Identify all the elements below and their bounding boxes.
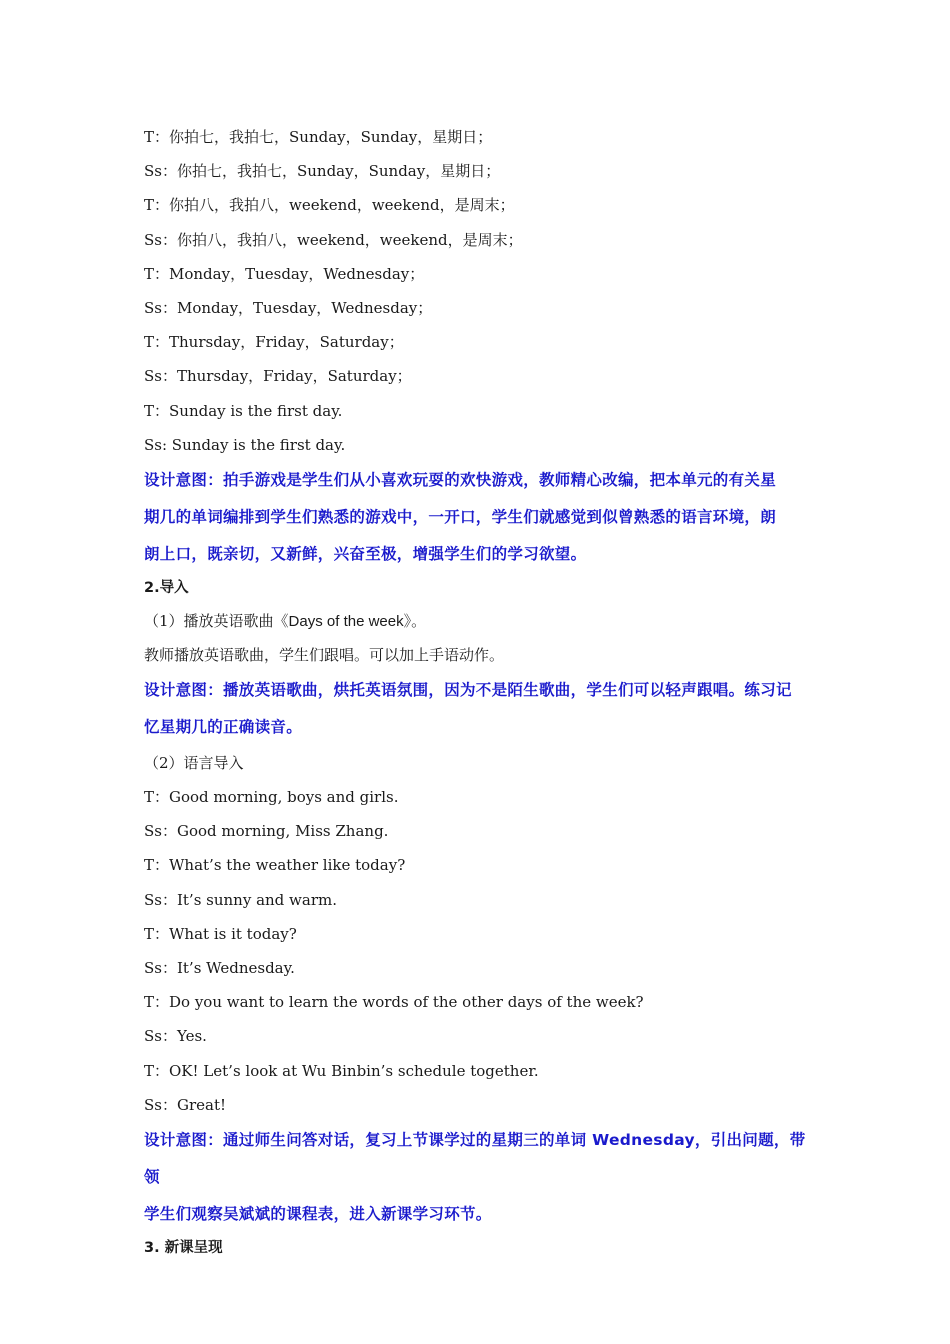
dialogue-line: Ss：Yes. bbox=[144, 1027, 207, 1046]
dialogue-line: Ss：Good morning, Miss Zhang. bbox=[144, 822, 389, 841]
design-intent-line: 设计意图：播放英语歌曲，烘托英语氛围，因为不是陌生歌曲，学生们可以轻声跟唱。练习记 bbox=[144, 681, 792, 700]
body-text: 教师播放英语歌曲，学生们跟唱。可以加上手语动作。 bbox=[144, 645, 505, 664]
section-heading-new-lesson: 3. 新课呈现 bbox=[144, 1239, 223, 1256]
subsection-suffix: 》。 bbox=[403, 611, 427, 630]
design-intent-line: 学生们观察吴斌斌的课程表，进入新课学习环节。 bbox=[144, 1204, 492, 1223]
design-intent-line: 设计意图：通过师生问答对话，复习上节课学过的星期三的单词 Wednesday，引出问题，带领 bbox=[144, 1130, 806, 1186]
design-intent-line: 期几的单词编排到学生们熟悉的游戏中，一开口，学生们就感觉到似曾熟悉的语言环境，朗 bbox=[144, 507, 777, 526]
dialogue-line: T：你拍八，我拍八，weekend，weekend，是周末； bbox=[144, 196, 515, 215]
document-page bbox=[144, 120, 814, 1264]
dialogue-line: Ss：Great! bbox=[144, 1095, 227, 1114]
dialogue-line: Ss：你拍七，我拍七，Sunday，Sunday，星期日； bbox=[144, 162, 501, 181]
dialogue-line: Ss：你拍八，我拍八，weekend，weekend，是周末； bbox=[144, 230, 523, 249]
design-intent-line: 朗上口，既亲切，又新鲜，兴奋至极，增强学生们的学习欲望。 bbox=[144, 544, 587, 563]
dialogue-line: T：Sunday is the first day. bbox=[144, 401, 343, 420]
dialogue-line: Ss：Thursday，Friday，Saturday； bbox=[144, 367, 412, 386]
section-heading-intro: 2.导入 bbox=[144, 579, 189, 596]
dialogue-line: T：Monday，Tuesday，Wednesday； bbox=[144, 264, 425, 283]
song-title: Days of the week bbox=[288, 612, 404, 630]
dialogue-line: T：Thursday，Friday，Saturday； bbox=[144, 333, 404, 352]
dialogue-line: Ss：It’s Wednesday. bbox=[144, 959, 295, 977]
dialogue-line: T：你拍七，我拍七，Sunday，Sunday，星期日； bbox=[144, 128, 493, 146]
dialogue-line: Ss：It’s sunny and warm. bbox=[144, 890, 338, 909]
design-intent-paragraph bbox=[144, 672, 814, 746]
design-intent-line: 忆星期几的正确读音。 bbox=[144, 718, 303, 737]
chant-dialogue bbox=[144, 120, 814, 462]
dialogue-line: Ss：Monday，Tuesday，Wednesday； bbox=[144, 298, 433, 317]
design-intent-paragraph bbox=[144, 1122, 814, 1233]
design-intent-paragraph bbox=[144, 462, 814, 573]
dialogue-line: T：What’s the weather like today? bbox=[144, 856, 406, 875]
design-intent-line: 设计意图：拍手游戏是学生们从小喜欢玩耍的欢快游戏，教师精心改编，把本单元的有关星 bbox=[144, 470, 777, 489]
dialogue-line: Ss: Sunday is the first day. bbox=[144, 435, 346, 454]
dialogue-line: T：Good morning, boys and girls. bbox=[144, 788, 399, 807]
subsection-language-intro: （2）语言导入 bbox=[144, 754, 244, 773]
subsection-song bbox=[144, 604, 814, 638]
dialogue-line: T：Do you want to learn the words of the other days of the week? bbox=[144, 993, 644, 1012]
subsection-prefix: （1）播放英语歌曲《 bbox=[144, 611, 289, 630]
dialogue-line: T：OK! Let’s look at Wu Binbin’s schedule together. bbox=[144, 1061, 539, 1080]
intro-dialogue bbox=[144, 780, 814, 1122]
dialogue-line: T：What is it today? bbox=[144, 924, 297, 943]
